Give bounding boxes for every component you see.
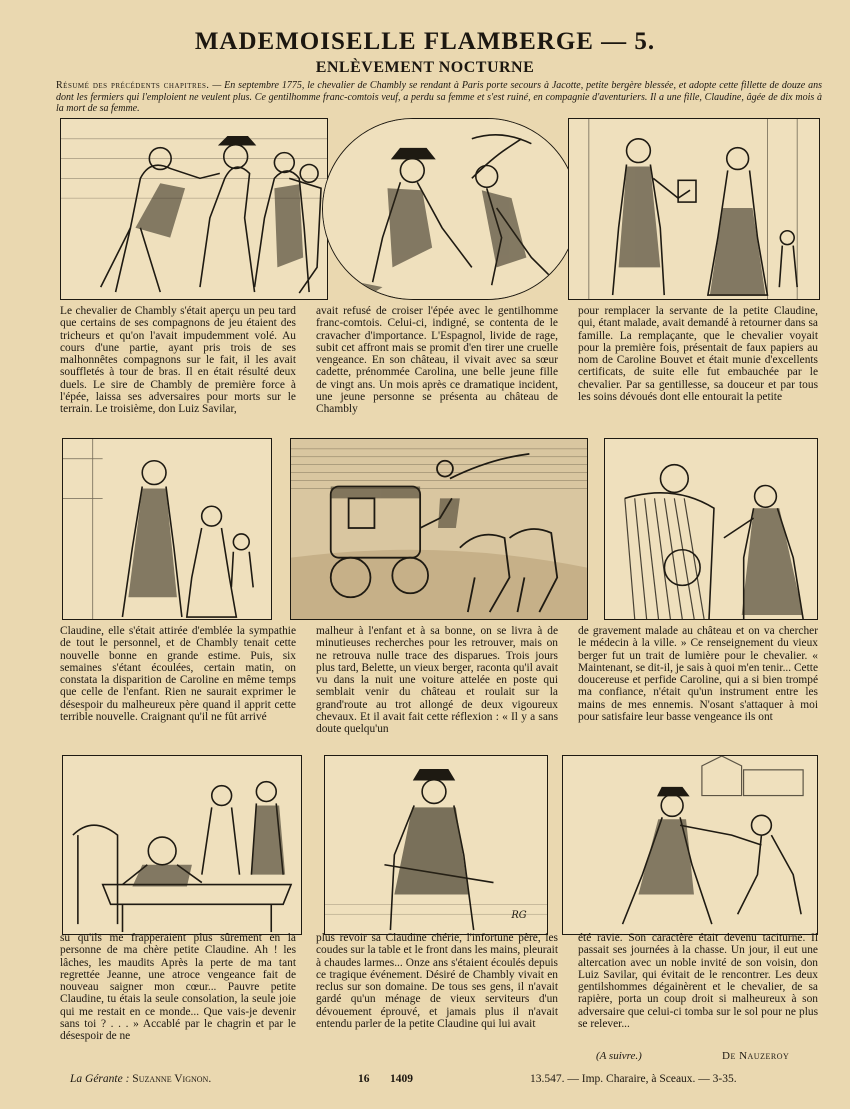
whipping-drawing — [323, 119, 577, 299]
gerante-name: Suzanne Vignon. — [132, 1073, 212, 1085]
chapter-summary — [56, 80, 822, 114]
text-col-2-3: de gravement malade au château et on va chercher le médecin à la ville. » Ce renseignement du vieux berger fut un trait de lumière pour le chevalier. « Maintenant, se dit-il, je sais à quoi m'en tenir... Cette doucereuse et perfide Caroline, qui a si bien trompé ma confiance, n'était qu'un instrument entre les mains de mes ennemis. N'osant s'attaquer à moi pour satisfaire leur basse vengeance ils ont — [578, 625, 818, 724]
illustration-brawl — [60, 118, 328, 300]
page-title: MADEMOISELLE FLAMBERGE — 5. — [194, 28, 656, 55]
duel-drawing — [563, 756, 817, 934]
text-col-3-1: su qu'ils me frapperaient plus sûrement en la personne de ma chère petite Claudine. Ah ! les lâches, les maudits Après la perte de ma tant regrettée Jeanne, une atroce vengeance fait de nouveau saigner mon cœur... Pauvre petite Claudine, tu étais la seule consolation, la seule joie qui me restait en ce monde... Que vais-je devenir sans toi ? . . . » Accablé par le chagrin et par le désespoir de ne — [60, 932, 296, 1043]
text-col-1-3: pour remplacer la servante de la petite Claudine, qui, étant malade, avait demandé à retourner dans sa famille. La remplaçante, que le chevalier voyait pour la première fois, présentait de faux papiers au nom de Caroline Bouvet et était munie d'excellents certificats, de suite elle fut embauchée par le chevalier. Par sa gentillesse, sa douceur et par tous les soins dévoués dont elle entourait la petite — [578, 305, 818, 404]
footer-gerante — [70, 1073, 211, 1085]
artist-initials: RG — [511, 910, 527, 922]
issue-number: 1409 — [390, 1073, 413, 1085]
to-be-continued: (A suivre.) — [596, 1050, 642, 1062]
gerante-label: La Gérante : — [70, 1073, 130, 1085]
carriage-drawing — [291, 439, 587, 619]
page-number: 16 — [358, 1073, 370, 1085]
hunter-drawing — [325, 756, 547, 934]
author-signature: De Nauzeroy — [722, 1050, 790, 1062]
illustration-carriage — [290, 438, 588, 620]
text-col-2-2: malheur à l'enfant et à sa bonne, on se livra à de minutieuses recherches pour les retrouver, mais on ne retrouva nulle trace des disparues. Trois jours plus tard, Belette, un vieux berger, raconta qu'il avait vu dans la nuit une voiture attelée en poste qui semblait venir du château et roulait sur la grand'route au trot allongé de deux vigoureux chevaux. Et il avait fait cette réflexion : « Il y a sans doute quelqu'un — [316, 625, 558, 736]
text-col-1-1: Le chevalier de Chambly s'était aperçu un peu tard que certains de ses compagnons de jeu étaient des tricheurs et qu'on l'avait impudemment volé. Au cours d'une partie, ayant pris trois de ses malhonnêtes compagnons sur le fait, il les avait souffletés à tour de bras. Il en était résulté deux duels. Le sire de Chambly de première force à l'épée, laissa ses adversaires pour morts sur le terrain. Le troisième, don Luiz Savilar, — [60, 305, 296, 416]
chapter-subtitle: ENLÈVEMENT NOCTURNE — [315, 59, 535, 76]
printer-info: 13.547. — Imp. Charaire, à Sceaux. — 3-35. — [530, 1073, 737, 1085]
illustration-nurse-child — [62, 438, 272, 620]
illustration-duel — [562, 755, 818, 935]
illustration-nurse-arrives — [568, 118, 820, 300]
illustration-hunter — [324, 755, 548, 935]
illustration-weeping-father — [62, 755, 302, 935]
text-col-2-1: Claudine, elle s'était attirée d'emblée la sympathie de tout le personnel, et de Chambly tenait cette nouvelle bonne en grande estime. Puis, six semaines s'étant écoulées, certain matin, on constata la disparition de Caroline en même temps que celle de l'enfant. Rien ne saurait exprimer le désespoir du malheureux père quand il apprit cette terrible nouvelle. Craignant qu'il ne fût arrivé — [60, 625, 296, 724]
illustration-shepherd — [604, 438, 818, 620]
illustration-whipping — [322, 118, 578, 300]
text-col-1-2: avait refusé de croiser l'épée avec le gentilhomme franc-comtois. Celui-ci, indigné, se contenta de le cravacher d'importance. L'Espagnol, livide de rage, subit cet affront mais se promit d'en tirer une cruelle vengeance. En son château, il vivait avec sa sœur cadette, prénommée Carolina, une belle jeune fille de vingt ans. Un mois après ce dramatique incident, une jeune personne se présenta au château de Chambly — [316, 305, 558, 416]
summary-text: — En septembre 1775, le chevalier de Chambly se rendant à Paris porte secours à Jacotte, petite bergère blessée, et adopte cette fillette de douze ans dont les fermiers qui l'emploient ne veulent plus. Ce gentilhomme franc-comtois veuf, a perdu sa femme et s'est ruiné, en compagnie d'aventuriers. Il a une fille, Claudine, âgée de dix mois à la mort de sa femme. — [56, 80, 822, 114]
nurse-child-drawing — [63, 439, 271, 619]
weeping-father-drawing — [63, 756, 301, 934]
text-col-3-3: été ravie. Son caractère était devenu taciturne. Il passait ses journées à la chasse. Un jour, il eut une altercation avec un noble invité de son voisin, don Luiz Savilar, qui évitait de le rencontrer. Les deux gentilshommes dégainèrent et le chevalier, de sa rapière, porta un coup droit si malheureux à son adversaire que celui-ci tomba sur le sol pour ne plus se relever... — [578, 932, 818, 1031]
brawl-drawing — [61, 119, 327, 299]
summary-lead: Résumé des précédents chapitres. — [56, 80, 210, 91]
shepherd-drawing — [605, 439, 817, 619]
text-col-3-2: plus revoir sa Claudine chérie, l'infortune père, les coudes sur la table et le front dans les mains, pleurait à chaudes larmes... Onze ans s'étaient écoulés depuis ce tragique événement. Désiré de Chambly vivait en reclus sur son domaine. De tous ses gens, il n'avait gardé qu'un ménage de vieux serviteurs d'un dévouement éprouvé, et jamais plus il n'avait entendu parler de la petite Claudine qui lui avait — [316, 932, 558, 1031]
nurse-drawing — [569, 119, 819, 299]
